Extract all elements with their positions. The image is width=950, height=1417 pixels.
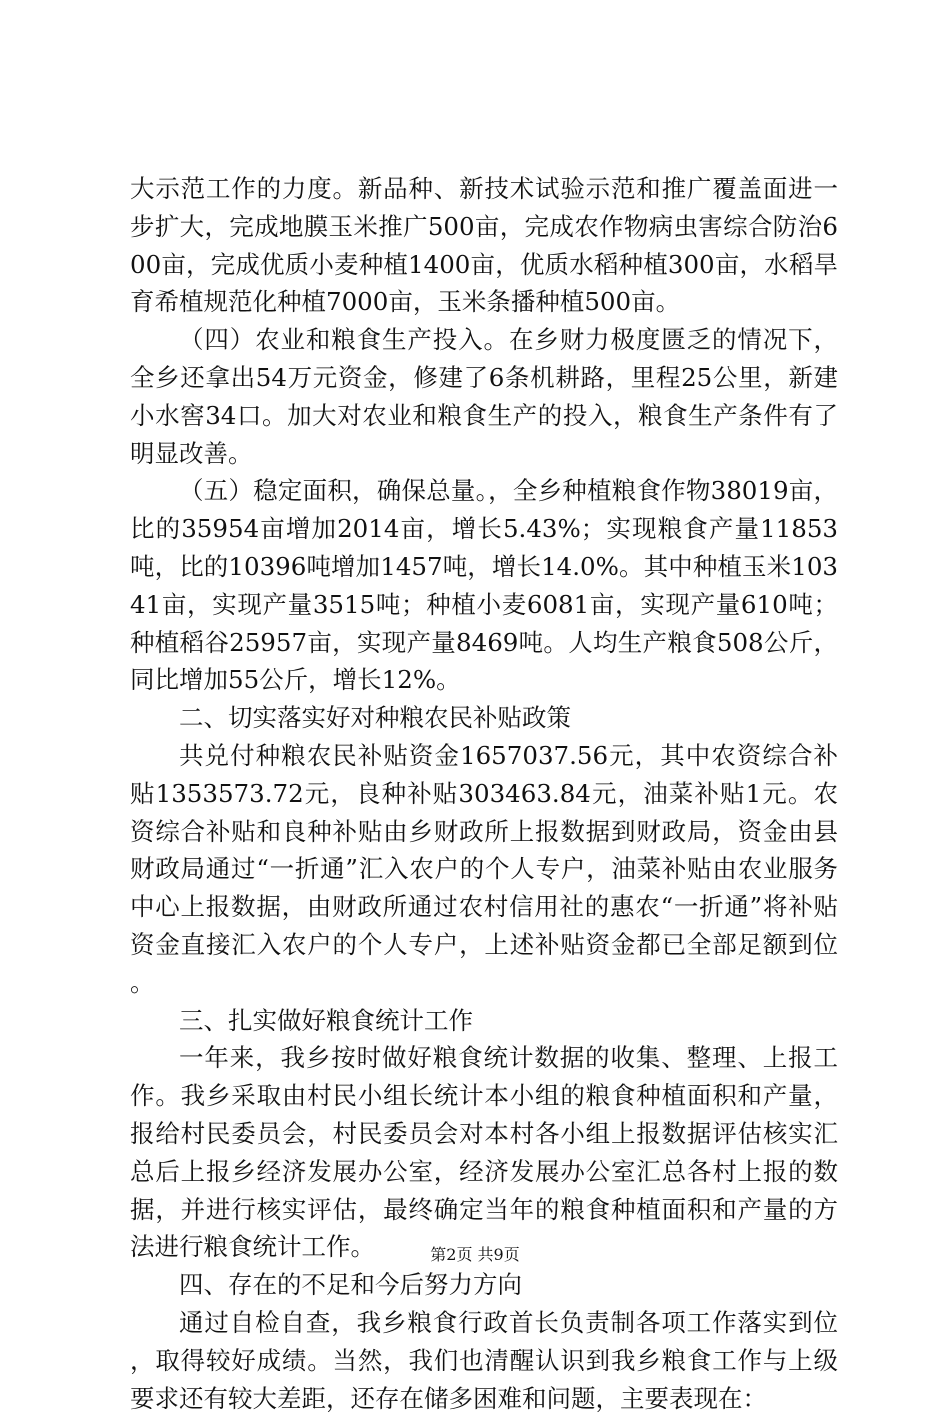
paragraph-shortcomings: 通过自检自查，我乡粮食行政首长负责制各项工作落实到位，取得较好成绩。当然，我们也清醒认识到我乡粮食工作与上级要求还有较大差距，还存在储多困难和问题，主要表现在：: [130, 1307, 838, 1413]
paragraph-agri-investment: （四）农业和粮食生产投入。在乡财力极度匮乏的情况下，全乡还拿出54万元资金，修建了6条机耕路，里程25公里，新建小水窖34口。加大对农业和粮食生产的投入，粮食生产条件有了明显改善。: [130, 325, 838, 468]
heading-subsidy-policy: 二、切实落实好对种粮农民补贴政策: [179, 703, 571, 733]
paragraph-stable-area: （五）稳定面积，确保总量。，全乡种植粮食作物38019亩，比的35954亩增加2014亩，增长5.43%；实现粮食产量11853吨，比的10396吨增加1457吨，增长14.0%。其中种植玉米10341亩，实现产量3515吨；种植小麦6081亩，实现产量610吨；种植稻谷25957亩，实现产量8469吨。人均生产粮食508公斤，同比增加55公斤，增长12%。: [130, 476, 838, 695]
paragraph-statistics: 一年来，我乡按时做好粮食统计数据的收集、整理、上报工作。我乡采取由村民小组长统计本小组的粮食种植面积和产量，报给村民委员会，村民委员会对本村各小组上报数据评估核实汇总后上报乡经济发展办公室，经济发展办公室汇总各村上报的数据，并进行核实评估，最终确定当年的粮食种植面积和产量的方法进行粮食统计工作。: [130, 1043, 838, 1262]
paragraph-subsidy: 共兑付种粮农民补贴资金1657037.56元，其中农资综合补贴1353573.72元，良种补贴303463.84元，油菜补贴1元。农资综合补贴和良种补贴由乡财政所上报数据到财政局，资金由县财政局通过“一折通”汇入农户的个人专户，油菜补贴由农业服务中心上报数据，由财政所通过农村信用社的惠农“一折通”将补贴资金直接汇入农户的个人专户，上述补贴资金都已全部足额到位。: [130, 740, 838, 997]
paragraph-continuation: 大示范工作的力度。新品种、新技术试验示范和推广覆盖面进一步扩大，完成地膜玉米推广500亩，完成农作物病虫害综合防治600亩，完成优质小麦种植1400亩，优质水稻种植300亩，水稻旱育希植规范化种植7000亩，玉米条播种植500亩。: [130, 174, 838, 317]
page-footer: [0, 1245, 950, 1265]
heading-statistics: 三、扎实做好粮食统计工作: [179, 1005, 473, 1035]
page-number: 第2页 共9页: [430, 1245, 520, 1264]
body-text: [130, 170, 838, 1417]
heading-shortcomings: 四、存在的不足和今后努力方向: [179, 1270, 522, 1300]
